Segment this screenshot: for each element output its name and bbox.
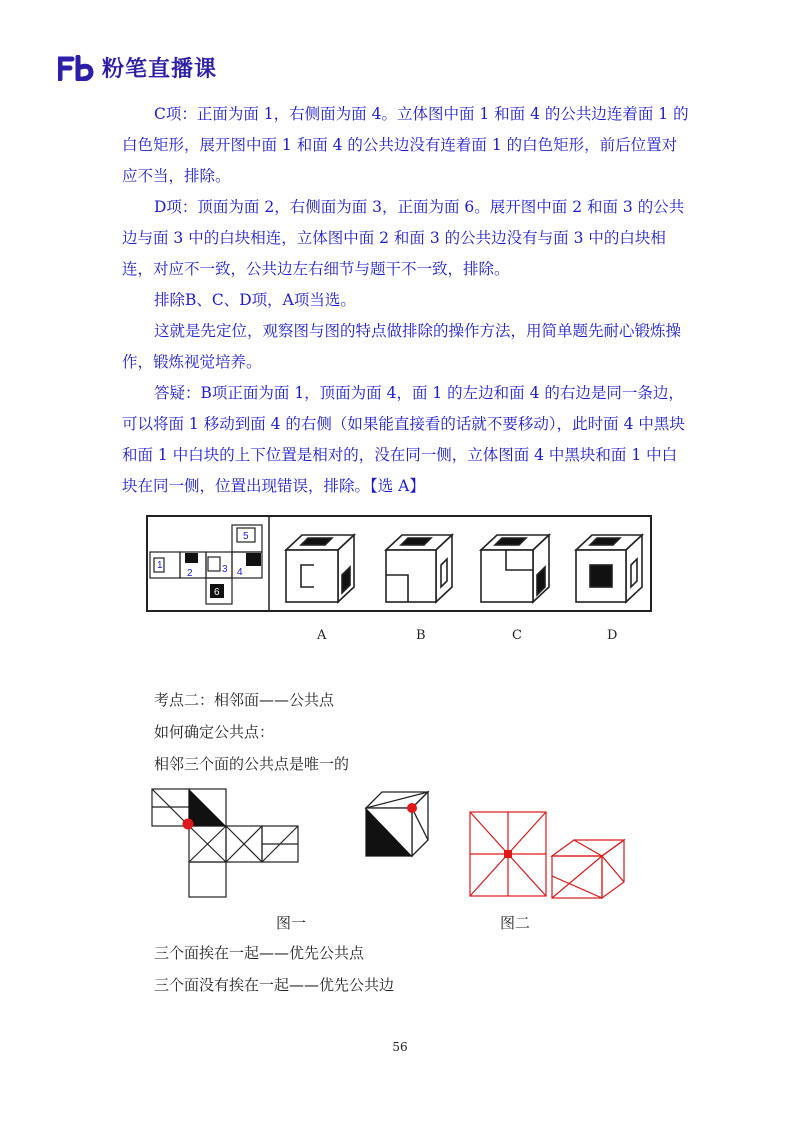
caption-figure-one: 图一 [276, 914, 307, 932]
logo-text: 粉笔直播课 [102, 57, 218, 82]
figure-one-net [150, 787, 300, 899]
option-label-a: A [317, 628, 327, 643]
page-number: 56 [392, 1040, 408, 1054]
paragraph-d: D项：顶面为面 2，右侧面为面 3，正面为面 6。展开图中面 2 和面 3 的公共边与面 3 中的白块相连，立体图中面 2 和面 3 的公共边没有与面 3 中的白块相连，对应不一致，公共边左右细节与题干不一致，排除。 [122, 198, 685, 278]
section-heading: 考点二：相邻面——公共点 [154, 691, 335, 709]
section-line-2: 相邻三个面的公共点是唯一的 [154, 755, 350, 773]
paragraph-conclusion: 排除B、C、D项，A项当选。 [154, 291, 356, 309]
net-label-1: 1 [157, 560, 163, 571]
option-label-b: B [416, 628, 426, 643]
net-label-2: 2 [187, 568, 193, 579]
option-label-d: D [607, 628, 618, 643]
section-line-1: 如何确定公共点： [154, 723, 275, 741]
paragraph-method: 这就是先定位，观察图与图的特点做排除的操作方法，用简单题先耐心锻炼操作，锻炼视觉培养。 [122, 322, 682, 371]
option-cube-d [576, 535, 642, 602]
option-cube-b [386, 535, 452, 602]
net-label-3: 3 [222, 564, 228, 575]
caption-figure-two: 图二 [500, 914, 531, 932]
fb-logo-icon [58, 55, 94, 81]
net-label-6: 6 [214, 587, 220, 598]
explanation-block [122, 99, 692, 502]
net-label-5: 5 [243, 531, 249, 542]
option-cube-a [286, 535, 354, 602]
logo [58, 52, 217, 83]
figure-one-cube [362, 788, 432, 858]
cube-question-figure [146, 515, 652, 612]
paragraph-answer: 答疑：B项正面为面 1，顶面为面 4，面 1 的左边和面 4 的右边是同一条边，可以将面 1 移动到面 4 的右侧（如果能直接看的话就不要移动），此时面 4 中黑块和面 1 中白块的上下位置是相对的，没在同一侧，立体图面 4 中黑块和面 1 中白块在同一侧，位置出现错误，排除。【选 A】 [122, 384, 685, 495]
rule-line-1: 三个面挨在一起——优先公共点 [154, 944, 365, 962]
net-label-4: 4 [237, 567, 243, 578]
option-label-c: C [512, 628, 522, 643]
option-cube-c [481, 535, 549, 602]
paragraph-c: C项：正面为面 1，右侧面为面 4。立体图中面 1 和面 4 的公共边连着面 1 的白色矩形，展开图中面 1 和面 4 的公共边没有连着面 1 的白色矩形，前后位置对应不当，排除。 [122, 105, 689, 185]
figure-two-red [468, 810, 628, 900]
rule-line-2: 三个面没有挨在一起——优先公共边 [154, 976, 395, 994]
